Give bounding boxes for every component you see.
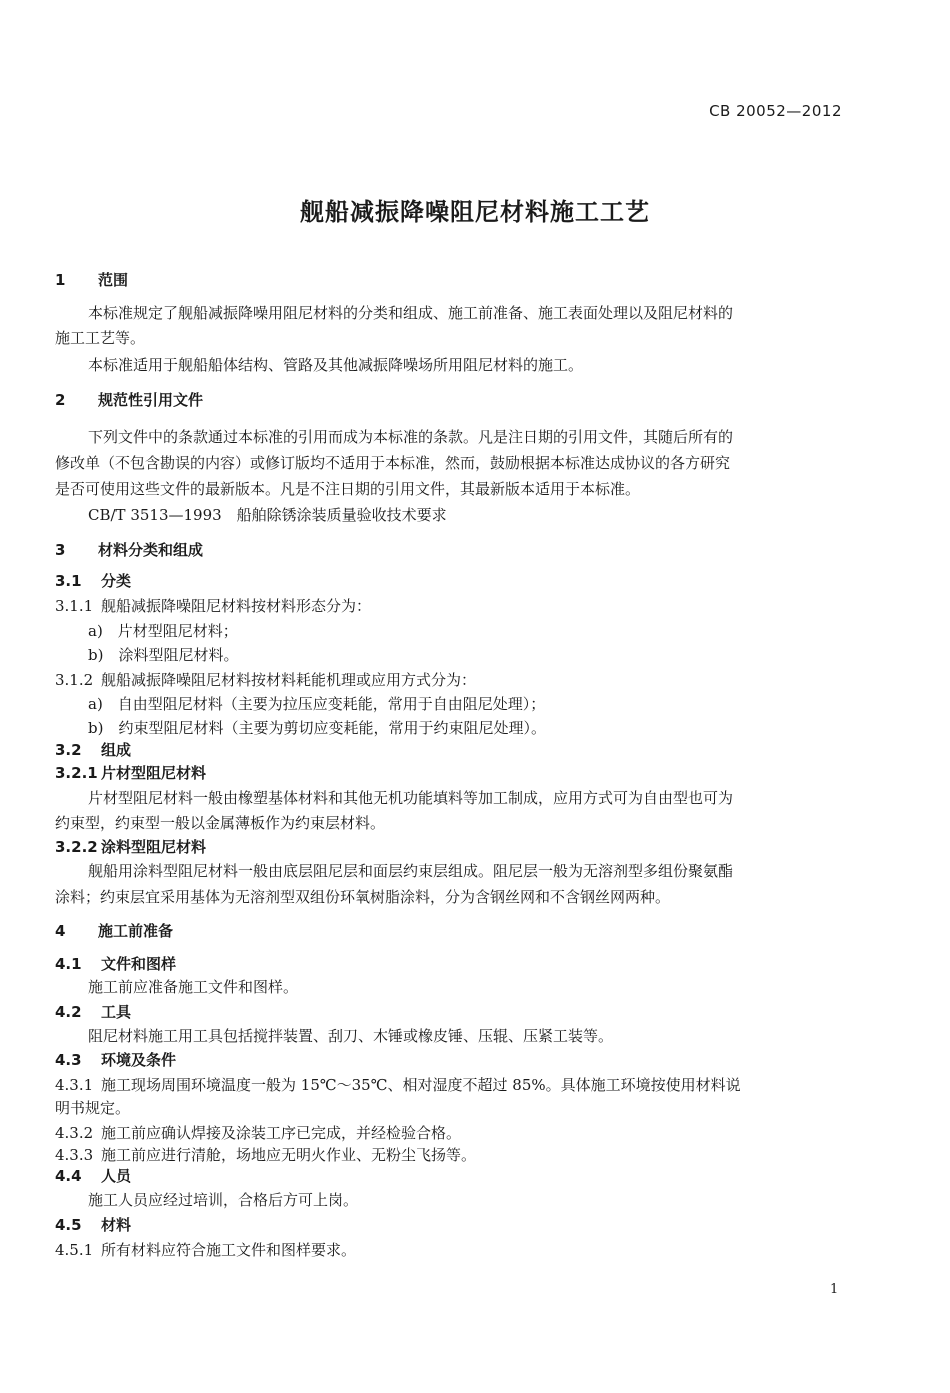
section-3-2-2-paragraph-cont: 涂料；约束层宜采用基体为无溶剂型双组份环氧树脂涂料，分为含钢丝网和不含钢丝网两种。 (55, 888, 671, 906)
section-2-heading: 2 规范性引用文件 (55, 391, 204, 409)
section-3-1-heading: 3.1 分类 (55, 572, 132, 590)
section-3-2-1-heading: 3.2.1 片材型阻尼材料 (55, 764, 207, 782)
section-3-2-1-paragraph-cont: 约束型，约束型一般以金属薄板作为约束层材料。 (55, 814, 386, 832)
section-4-3-heading: 4.3 环境及条件 (55, 1051, 177, 1069)
section-3-2-2-paragraph: 舰船用涂料型阻尼材料一般由底层阻尼层和面层约束层组成。阻尼层一般为无溶剂型多组份聚氨酯 (88, 862, 734, 880)
section-4-5-heading: 4.5 材料 (55, 1216, 132, 1234)
section-4-4-heading: 4.4 人员 (55, 1167, 132, 1185)
list-item-3-1-2-a: a) 自由型阻尼材料（主要为拉压应变耗能，常用于自由阻尼处理）； (88, 695, 546, 713)
section-4-1-heading: 4.1 文件和图样 (55, 955, 177, 973)
section-3-2-heading: 3.2 组成 (55, 741, 132, 759)
section-1-paragraph-1-cont: 施工工艺等。 (55, 329, 146, 347)
section-4-5-1: 4.5.1 所有材料应符合施工文件和图样要求。 (55, 1241, 357, 1259)
standard-code: CB 20052—2012 (709, 102, 842, 120)
section-4-3-2: 4.3.2 施工前应确认焊接及涂装工序已完成，并经检验合格。 (55, 1124, 462, 1142)
section-4-3-1-cont: 明书规定。 (55, 1099, 131, 1117)
list-item-3-1-1-a: a) 片材型阻尼材料； (88, 622, 238, 640)
reference-item: CB/T 3513—1993 船舶除锈涂装质量验收技术要求 (88, 506, 447, 524)
section-3-1-1: 3.1.1 舰船减振降噪阻尼材料按材料形态分为： (55, 597, 372, 615)
section-3-heading: 3 材料分类和组成 (55, 541, 204, 559)
document-title: 舰船减振降噪阻尼材料施工工艺 (300, 198, 650, 226)
section-4-2-paragraph: 阻尼材料施工用工具包括搅拌装置、刮刀、木锤或橡皮锤、压辊、压紧工装等。 (88, 1027, 614, 1045)
list-item-3-1-2-b: b) 约束型阻尼材料（主要为剪切应变耗能，常用于约束阻尼处理）。 (88, 719, 546, 737)
section-1-paragraph-1: 本标准规定了舰船减振降噪用阻尼材料的分类和组成、施工前准备、施工表面处理以及阻尼材料的 (88, 304, 734, 322)
section-4-3-1: 4.3.1 施工现场周围环境温度一般为 15℃～35℃、相对湿度不超过 85%。具体施工环境按使用材料说 (55, 1076, 741, 1094)
section-3-2-1-paragraph: 片材型阻尼材料一般由橡塑基体材料和其他无机功能填料等加工制成，应用方式可为自由型也可为 (88, 789, 734, 807)
section-4-3-3: 4.3.3 施工前应进行清舱，场地应无明火作业、无粉尘飞扬等。 (55, 1146, 477, 1164)
section-3-1-2: 3.1.2 舰船减振降噪阻尼材料按材料耗能机理或应用方式分为： (55, 671, 477, 689)
section-4-2-heading: 4.2 工具 (55, 1003, 132, 1021)
section-2-paragraph-1-cont2: 是否可使用这些文件的最新版本。凡是不注日期的引用文件，其最新版本适用于本标准。 (55, 480, 641, 498)
section-4-4-paragraph: 施工人员应经过培训，合格后方可上岗。 (88, 1191, 359, 1209)
section-3-2-2-heading: 3.2.2 涂料型阻尼材料 (55, 838, 207, 856)
page-number: 1 (830, 1282, 839, 1297)
section-1-heading: 1 范围 (55, 271, 129, 289)
section-1-paragraph-2: 本标准适用于舰船船体结构、管路及其他减振降噪场所用阻尼材料的施工。 (88, 356, 584, 374)
section-2-paragraph-1: 下列文件中的条款通过本标准的引用而成为本标准的条款。凡是注日期的引用文件，其随后所有的 (88, 428, 734, 446)
section-2-paragraph-1-cont: 修改单（不包含勘误的内容）或修订版均不适用于本标准，然而，鼓励根据本标准达成协议的各方研究 (55, 454, 731, 472)
section-4-heading: 4 施工前准备 (55, 922, 174, 940)
list-item-3-1-1-b: b) 涂料型阻尼材料。 (88, 646, 239, 664)
section-4-1-paragraph: 施工前应准备施工文件和图样。 (88, 978, 299, 996)
